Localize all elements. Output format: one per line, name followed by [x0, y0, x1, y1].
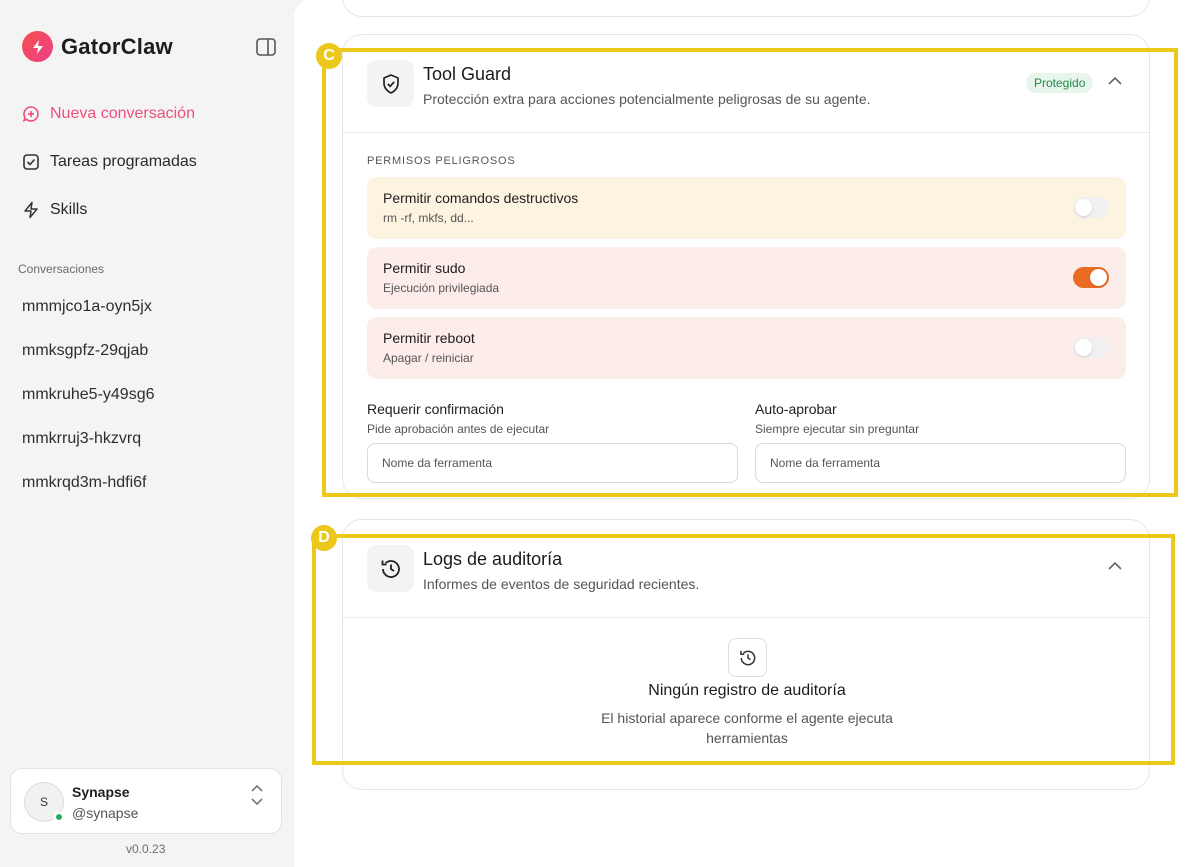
field-title: Auto-aprobar [755, 401, 837, 417]
auto-approve-input[interactable] [755, 443, 1126, 483]
sidebar-toggle-icon[interactable] [255, 36, 277, 58]
shield-check-icon [367, 60, 414, 107]
permission-subtitle: Apagar / reiniciar [383, 351, 474, 365]
empty-state-title: Ningún registro de auditoría [648, 682, 846, 699]
sidebar [0, 0, 294, 867]
audit-logs-card [342, 519, 1150, 790]
highlight-label-c: C [316, 43, 342, 69]
history-icon [728, 638, 767, 677]
chat-plus-icon [22, 105, 40, 123]
nav-label: Nueva conversación [50, 105, 195, 122]
main-content [294, 0, 1187, 867]
field-title: Requerir confirmación [367, 401, 504, 417]
user-menu[interactable] [10, 768, 282, 834]
field-subtitle: Siempre ejecutar sin preguntar [755, 422, 920, 436]
conversation-item[interactable]: mmksgpfz-29qjab [22, 342, 149, 359]
user-handle: @synapse [72, 805, 139, 821]
user-name: Synapse [72, 784, 130, 800]
permission-title: Permitir reboot [383, 330, 475, 346]
auto-approve-field [755, 401, 1126, 483]
online-status-dot [54, 812, 64, 822]
chevron-up-icon[interactable] [1107, 559, 1123, 577]
checkbox-icon [22, 153, 40, 171]
field-subtitle: Pide aprobación antes de ejecutar [367, 422, 550, 436]
brand-name: GatorClaw [61, 33, 173, 59]
toggle-destructive[interactable] [1073, 197, 1109, 218]
toggle-knob [1075, 199, 1092, 216]
highlight-label-d: D [311, 525, 337, 551]
permission-title: Permitir sudo [383, 260, 466, 276]
tool-guard-title: Tool Guard [423, 64, 512, 84]
permission-subtitle: rm -rf, mkfs, dd... [383, 211, 474, 225]
toggle-knob [1090, 269, 1107, 286]
tool-guard-subtitle: Protección extra para acciones potencialmente peligrosas de su agente. [423, 91, 871, 107]
toggle-sudo[interactable] [1073, 267, 1109, 288]
avatar: S [24, 782, 64, 822]
audit-logs-subtitle: Informes de eventos de seguridad recientes. [423, 576, 700, 592]
conversation-item[interactable]: mmkrqd3m-hdfi6f [22, 474, 147, 491]
brand-logo-icon [22, 31, 53, 62]
nav-label: Tareas programadas [50, 153, 197, 170]
lightning-icon [22, 201, 40, 219]
chevron-up-icon[interactable] [1107, 74, 1123, 92]
tool-guard-card [342, 34, 1150, 499]
conversation-item[interactable]: mmkruhe5-y49sg6 [22, 386, 155, 403]
toggle-reboot[interactable] [1073, 337, 1109, 358]
brand[interactable] [22, 31, 173, 62]
conversation-item[interactable]: mmkrruj3-hkzvrq [22, 430, 142, 447]
nav-label: Skills [50, 201, 88, 218]
require-confirmation-input[interactable] [367, 443, 738, 483]
nav-scheduled-tasks[interactable] [22, 153, 197, 171]
conversations-heading: Conversaciones [18, 262, 105, 276]
tool-guard-header[interactable] [343, 35, 1149, 133]
toggle-knob [1075, 339, 1092, 356]
chevron-up-down-icon [249, 783, 265, 812]
permission-subtitle: Ejecución privilegiada [383, 281, 500, 295]
audit-logs-header[interactable] [343, 520, 1149, 618]
nav-skills[interactable] [22, 201, 87, 219]
permission-sudo [367, 247, 1126, 309]
permission-title: Permitir comandos destructivos [383, 190, 579, 206]
conversation-item[interactable]: mmmjco1a-oyn5jx [22, 298, 152, 315]
permission-destructive [367, 177, 1126, 239]
previous-card [342, 0, 1150, 17]
permission-reboot [367, 317, 1126, 379]
section-label: PERMISOS PELIGROSOS [367, 155, 516, 167]
nav-new-conversation[interactable] [22, 105, 195, 123]
require-confirmation-field [367, 401, 738, 483]
audit-logs-title: Logs de auditoría [423, 549, 563, 569]
history-icon [367, 545, 414, 592]
empty-state-subtitle: El historial aparece conforme el agente ejecuta herramientas [601, 710, 893, 746]
app-version: v0.0.23 [126, 842, 166, 856]
status-badge: Protegido [1026, 73, 1093, 93]
